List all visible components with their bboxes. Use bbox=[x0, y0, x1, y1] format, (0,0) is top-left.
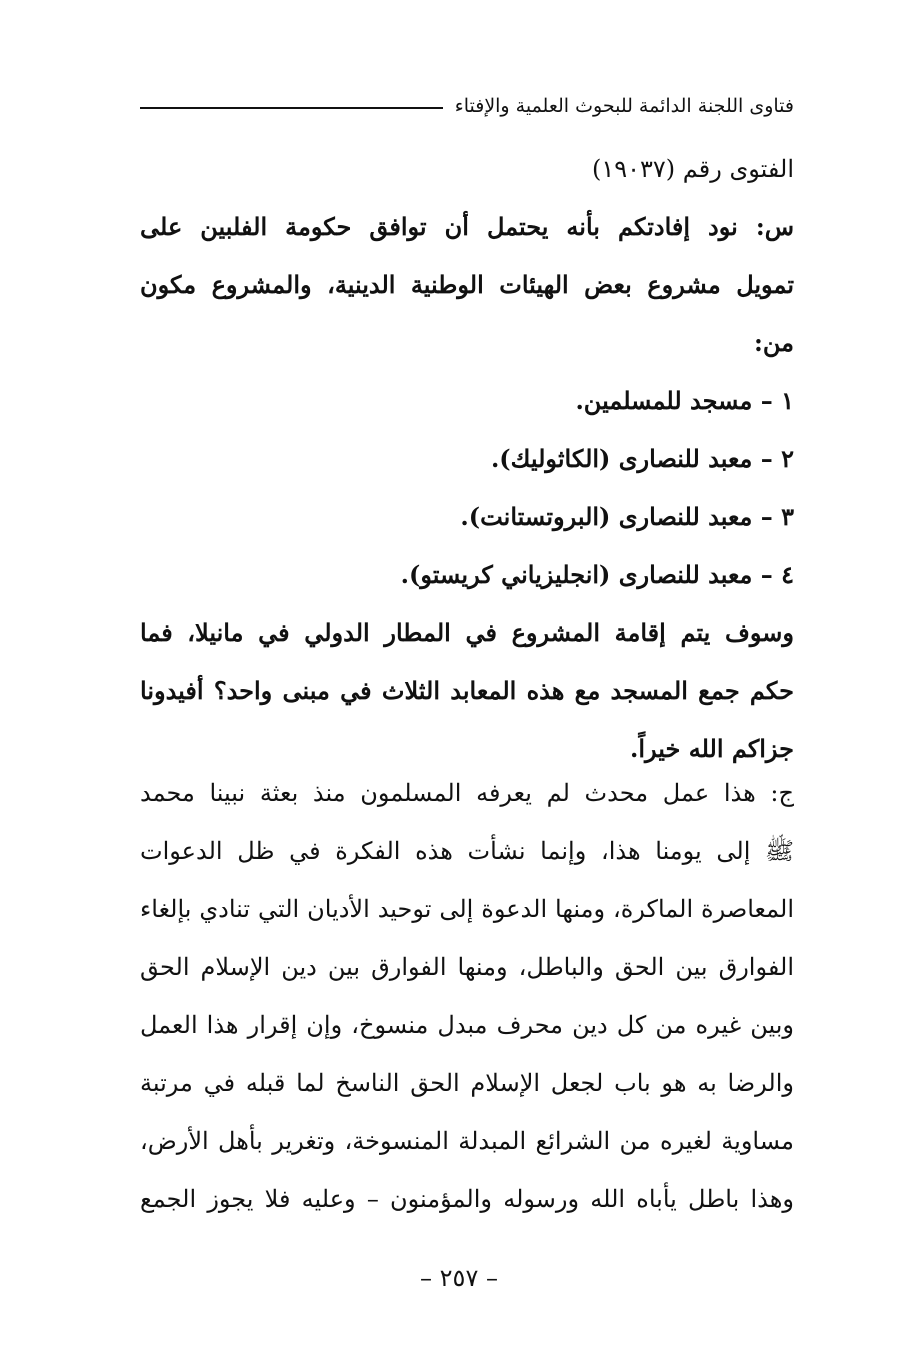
header-rule bbox=[140, 107, 443, 109]
answer-line: ج: هذا عمل محدث لم يعرفه المسلمون منذ بعثة نبينا محمد bbox=[140, 779, 794, 807]
question-line: تمويل مشروع بعض الهيئات الوطنية الدينية، والمشروع مكون bbox=[140, 270, 794, 299]
page-number: – ٢٥٧ – bbox=[420, 1264, 498, 1292]
question-list-item: ٣ – معبد للنصارى (البروتستانت). bbox=[460, 502, 794, 531]
question-section bbox=[140, 198, 794, 778]
question-line: حكم جمع المسجد مع هذه المعابد الثلاث في مبنى واحد؟ أفيدونا bbox=[140, 676, 794, 705]
fatwa-number-block bbox=[140, 140, 794, 198]
question-list-item: ٤ – معبد للنصارى (انجليزياني كريستو). bbox=[400, 560, 794, 589]
answer-line: الفوارق بين الحق والباطل، ومنها الفوارق بين دين الإسلام الحق bbox=[140, 953, 794, 981]
fatwa-number: الفتوى رقم (١٩٠٣٧) bbox=[591, 155, 794, 183]
answer-section bbox=[140, 764, 794, 1228]
header-title: فتاوى اللجنة الدائمة للبحوث العلمية والإفتاء bbox=[454, 95, 794, 117]
running-header bbox=[140, 88, 794, 124]
answer-line: ﷺ إلى يومنا هذا، وإنما نشأت هذه الفكرة في ظل الدعوات bbox=[140, 837, 794, 865]
question-line: وسوف يتم إقامة المشروع في المطار الدولي في مانيلا، فما bbox=[140, 618, 794, 647]
answer-line: وبين غيره من كل دين محرف مبدل منسوخ، وإن إقرار هذا العمل bbox=[140, 1011, 794, 1039]
answer-line: مساوية لغيره من الشرائع المبدلة المنسوخة، وتغرير بأهل الأرض، bbox=[140, 1127, 794, 1155]
question-line: جزاكم الله خيراً. bbox=[630, 734, 794, 763]
question-list-item: ٢ – معبد للنصارى (الكاثوليك). bbox=[490, 444, 794, 473]
answer-line: والرضا به هو باب لجعل الإسلام الحق الناسخ لما قبله في مرتبة bbox=[140, 1069, 794, 1097]
question-line: س: نود إفادتكم بأنه يحتمل أن توافق حكومة الفلبين على bbox=[140, 212, 794, 241]
answer-line: وهذا باطل يأباه الله ورسوله والمؤمنون – وعليه فلا يجوز الجمع bbox=[140, 1185, 794, 1213]
question-line: من: bbox=[754, 328, 794, 357]
question-list-item: ١ – مسجد للمسلمين. bbox=[575, 386, 794, 415]
answer-line: المعاصرة الماكرة، ومنها الدعوة إلى توحيد الأديان التي تنادي بإلغاء bbox=[140, 895, 794, 923]
